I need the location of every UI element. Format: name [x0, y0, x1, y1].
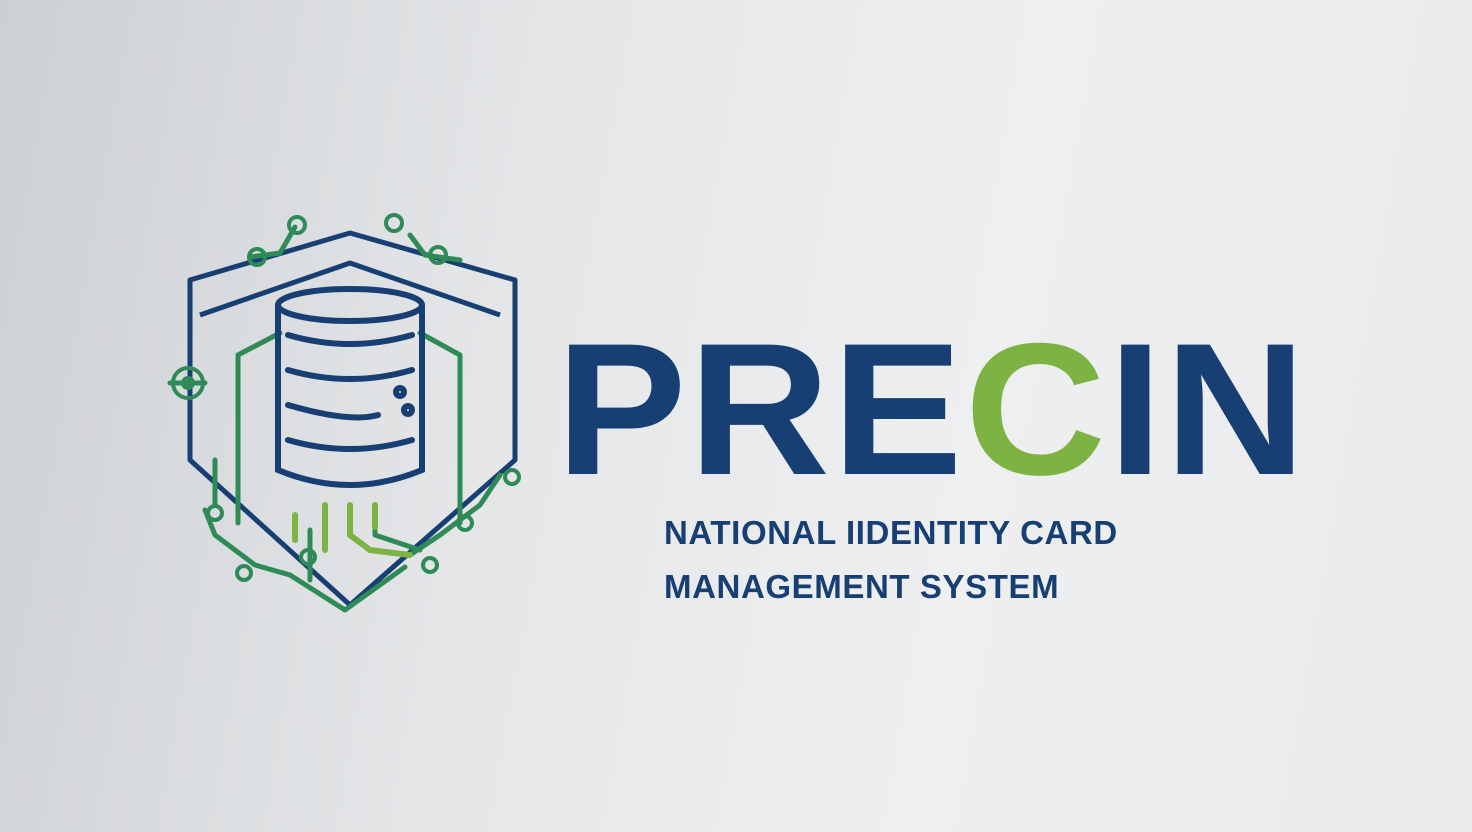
svg-text:PRECIN — [556, 326, 1308, 506]
database-circuit-hexagon-icon — [160, 205, 540, 625]
tagline-line-1: NATIONAL IIDENTITY CARD — [664, 514, 1118, 551]
brand-name-prefix: PRE — [556, 326, 949, 506]
database-cylinder — [278, 289, 422, 485]
brand-wordmark — [556, 326, 1316, 506]
tagline — [664, 506, 1304, 614]
brand-name-accent-letter: C — [964, 326, 1103, 506]
tagline-line-2: MANAGEMENT SYSTEM — [664, 568, 1060, 605]
brand-name-suffix: IN — [1108, 326, 1301, 506]
